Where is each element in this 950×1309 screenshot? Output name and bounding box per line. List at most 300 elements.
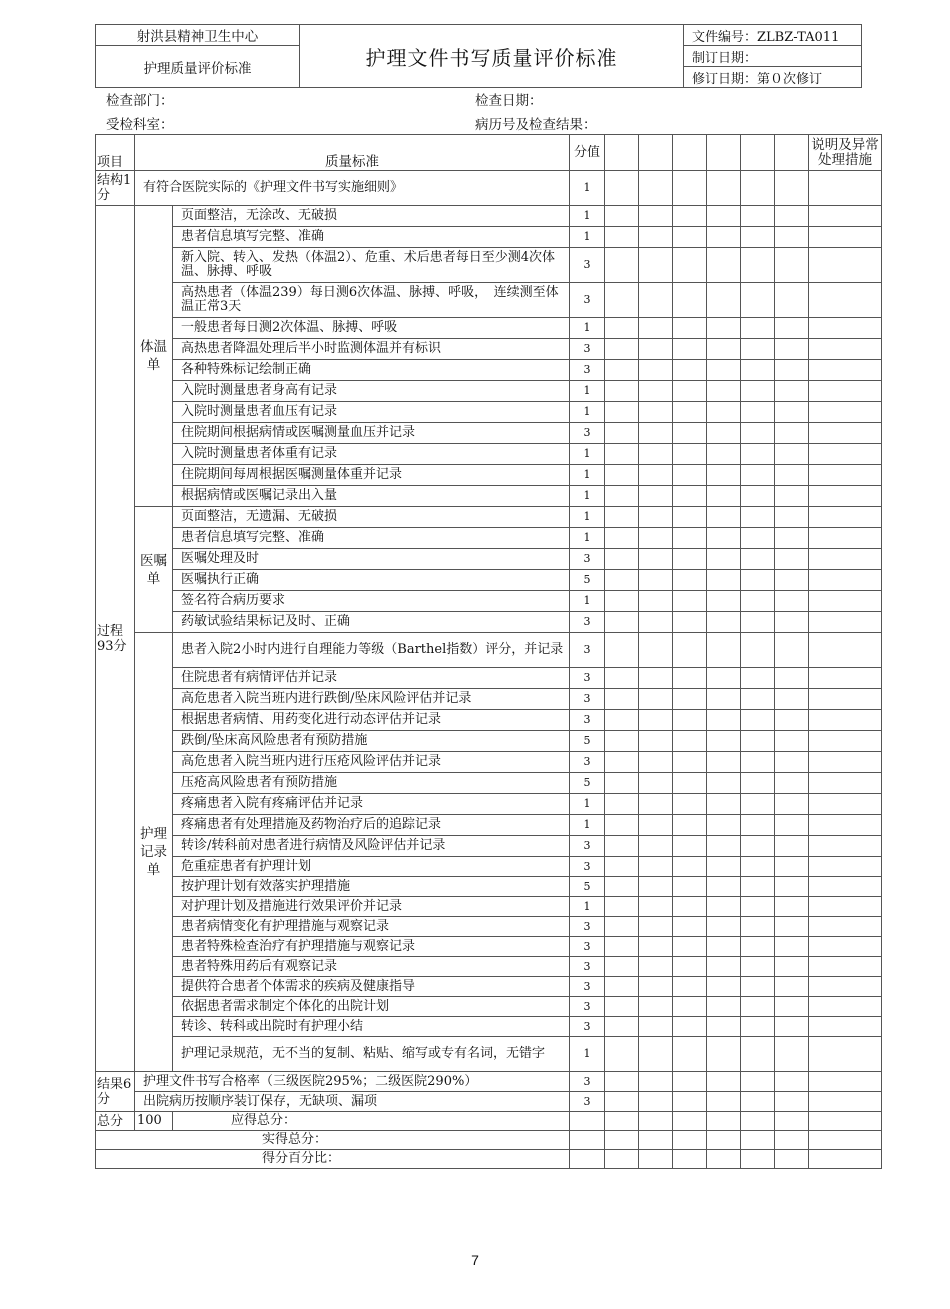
score-cell: [605, 731, 639, 752]
score-cell: [605, 423, 639, 444]
criterion-text: 转诊、转科或出院时有护理小结: [173, 1017, 570, 1037]
record-result-label: 病历号及检查结果：: [475, 117, 597, 133]
score-cell: [775, 1092, 809, 1112]
table-row: [96, 917, 882, 937]
score-cell: [707, 997, 741, 1017]
score-cell: [707, 339, 741, 360]
score-cell: [639, 248, 673, 283]
score-header-cell: [707, 135, 741, 171]
score-cell: [741, 318, 775, 339]
score-cell: [707, 1037, 741, 1072]
table-row: [96, 549, 882, 570]
score-cell: [673, 423, 707, 444]
score-cell: [741, 507, 775, 528]
score-cell: [605, 248, 639, 283]
criterion-text: 疼痛患者入院有疼痛评估并记录: [173, 794, 570, 815]
total-value: 100: [135, 1112, 173, 1131]
total-actual: 实得总分：: [96, 1131, 570, 1150]
criterion-text: 按护理计划有效落实护理措施: [173, 877, 570, 897]
score-cell: [639, 549, 673, 570]
table-row: [96, 897, 882, 917]
score-header-cell: [673, 135, 707, 171]
score-cell: [707, 731, 741, 752]
score-cell: [707, 633, 741, 668]
score-cell: [775, 937, 809, 957]
score-cell: [673, 381, 707, 402]
score-cell: [639, 318, 673, 339]
criterion-points: 1: [570, 815, 605, 836]
score-cell: [639, 612, 673, 633]
score-cell: [639, 486, 673, 507]
score-cell: [605, 1017, 639, 1037]
total-row: [96, 1131, 882, 1150]
score-cell: [741, 917, 775, 937]
section-label-structure: 结构1分: [96, 171, 135, 206]
criterion-points: 3: [570, 752, 605, 773]
remarks-cell: [809, 957, 882, 977]
table-row: [96, 815, 882, 836]
table-row: [96, 937, 882, 957]
check-department-label: 检查部门：: [106, 93, 174, 109]
score-cell: [707, 877, 741, 897]
score-cell: [673, 528, 707, 549]
score-cell: [639, 794, 673, 815]
score-cell: [741, 206, 775, 227]
score-header-cell: [741, 135, 775, 171]
score-cell: [673, 444, 707, 465]
criterion-text: 转诊/转科前对患者进行病情及风险评估并记录: [173, 836, 570, 857]
score-cell: [605, 752, 639, 773]
remarks-cell: [809, 381, 882, 402]
remarks-cell: [809, 689, 882, 710]
score-cell: [639, 1072, 673, 1092]
score-cell: [605, 917, 639, 937]
score-cell: [639, 171, 673, 206]
score-cell: [775, 633, 809, 668]
remarks-cell: [809, 528, 882, 549]
score-cell: [605, 836, 639, 857]
score-cell: [707, 465, 741, 486]
score-cell: [673, 402, 707, 423]
table-row: [96, 360, 882, 381]
score-cell: [605, 402, 639, 423]
score-cell: [639, 815, 673, 836]
score-cell: [639, 1037, 673, 1072]
remarks-cell: [809, 1112, 882, 1131]
remarks-cell: [809, 612, 882, 633]
score-cell: [707, 444, 741, 465]
score-cell: [775, 1112, 809, 1131]
score-cell: [707, 957, 741, 977]
criterion-points: 1: [570, 381, 605, 402]
criterion-text: 签名符合病历要求: [173, 591, 570, 612]
score-cell: [605, 507, 639, 528]
check-date-label: 检查日期：: [475, 93, 543, 109]
table-row: [96, 1072, 882, 1092]
remarks-cell: [809, 360, 882, 381]
score-cell: [605, 1131, 639, 1150]
score-cell: [605, 1037, 639, 1072]
score-cell: [673, 227, 707, 248]
criterion-text: 患者特殊检查治疗有护理措施与观察记录: [173, 937, 570, 957]
criterion-points: 1: [570, 206, 605, 227]
remarks-cell: [809, 444, 882, 465]
criterion-points: 3: [570, 423, 605, 444]
criterion-points: 3: [570, 836, 605, 857]
score-cell: [775, 612, 809, 633]
score-cell: [741, 591, 775, 612]
score-cell: [707, 360, 741, 381]
score-cell: [673, 710, 707, 731]
score-cell: [741, 877, 775, 897]
score-cell: [639, 836, 673, 857]
remarks-cell: [809, 570, 882, 591]
score-cell: [775, 1037, 809, 1072]
criterion-text: 高热患者降温处理后半小时监测体温并有标识: [173, 339, 570, 360]
issue-date: 制订日期：: [684, 46, 862, 67]
score-cell: [673, 171, 707, 206]
score-cell: [775, 857, 809, 877]
criterion-points: 1: [570, 507, 605, 528]
criterion-points: 1: [570, 465, 605, 486]
score-cell: [741, 283, 775, 318]
score-cell: [775, 360, 809, 381]
criterion-text: 出院病历按顺序装订保存，无缺项、漏项: [135, 1092, 570, 1112]
table-row: [96, 206, 882, 227]
criterion-points: 3: [570, 689, 605, 710]
score-cell: [673, 997, 707, 1017]
score-cell: [741, 402, 775, 423]
criterion-points: 1: [570, 227, 605, 248]
remarks-cell: [809, 1072, 882, 1092]
document-title: 护理文件书写质量评价标准: [300, 25, 684, 88]
score-cell: [741, 1131, 775, 1150]
score-cell: [639, 339, 673, 360]
criterion-text: 根据患者病情、用药变化进行动态评估并记录: [173, 710, 570, 731]
score-cell: [775, 815, 809, 836]
criterion-text: 高热患者（体温239）每日测6次体温、脉搏、呼吸， 连续测至体温正常3天: [173, 283, 570, 318]
score-cell: [639, 528, 673, 549]
criterion-text: 住院期间根据病情或医嘱测量血压并记录: [173, 423, 570, 444]
score-cell: [639, 957, 673, 977]
score-cell: [775, 206, 809, 227]
score-cell: [741, 248, 775, 283]
total-points-cell: [570, 1112, 605, 1131]
criterion-points: 3: [570, 633, 605, 668]
score-cell: [775, 570, 809, 591]
remarks-cell: [809, 1092, 882, 1112]
score-cell: [605, 1072, 639, 1092]
remarks-cell: [809, 171, 882, 206]
score-cell: [605, 318, 639, 339]
score-cell: [673, 1017, 707, 1037]
score-cell: [605, 1092, 639, 1112]
score-cell: [673, 1112, 707, 1131]
document-header: [95, 24, 862, 88]
score-cell: [775, 794, 809, 815]
remarks-cell: [809, 206, 882, 227]
table-row: [96, 752, 882, 773]
quality-standard-table: [95, 134, 882, 1169]
score-cell: [707, 507, 741, 528]
total-row: [96, 1150, 882, 1169]
remarks-cell: [809, 402, 882, 423]
score-cell: [707, 710, 741, 731]
subsection-label-temperature: 体温单: [135, 206, 173, 507]
table-row: [96, 570, 882, 591]
remarks-cell: [809, 773, 882, 794]
table-row: [96, 794, 882, 815]
criterion-text: 一般患者每日测2次体温、脉搏、呼吸: [173, 318, 570, 339]
column-header-remarks: 说明及异常处理措施: [809, 135, 882, 171]
score-cell: [775, 227, 809, 248]
criterion-text: 护理文件书写合格率（三级医院295%；二级医院290%）: [135, 1072, 570, 1092]
criterion-text: 医嘱执行正确: [173, 570, 570, 591]
score-cell: [775, 977, 809, 997]
criterion-text: 跌倒/坠床高风险患者有预防措施: [173, 731, 570, 752]
score-cell: [707, 1150, 741, 1169]
score-cell: [741, 752, 775, 773]
score-cell: [775, 507, 809, 528]
criterion-points: 3: [570, 668, 605, 689]
remarks-cell: [809, 857, 882, 877]
score-cell: [707, 668, 741, 689]
score-cell: [639, 227, 673, 248]
score-cell: [639, 591, 673, 612]
remarks-cell: [809, 1150, 882, 1169]
score-cell: [673, 689, 707, 710]
criterion-points: 5: [570, 773, 605, 794]
score-cell: [707, 1072, 741, 1092]
score-cell: [741, 710, 775, 731]
score-cell: [605, 465, 639, 486]
score-cell: [707, 836, 741, 857]
table-row: [96, 1092, 882, 1112]
total-percent: 得分百分比：: [96, 1150, 570, 1169]
score-cell: [673, 773, 707, 794]
score-cell: [707, 917, 741, 937]
table-row: [96, 227, 882, 248]
score-cell: [707, 206, 741, 227]
criterion-text: 页面整洁，无涂改、无破损: [173, 206, 570, 227]
score-cell: [639, 689, 673, 710]
score-cell: [639, 977, 673, 997]
score-cell: [775, 1131, 809, 1150]
score-cell: [775, 528, 809, 549]
score-cell: [707, 171, 741, 206]
remarks-cell: [809, 633, 882, 668]
score-cell: [639, 423, 673, 444]
criterion-points: 1: [570, 528, 605, 549]
score-cell: [639, 997, 673, 1017]
score-cell: [775, 339, 809, 360]
score-cell: [639, 1150, 673, 1169]
total-label: 总分: [96, 1112, 135, 1131]
remarks-cell: [809, 1037, 882, 1072]
score-cell: [707, 1131, 741, 1150]
score-cell: [605, 171, 639, 206]
score-cell: [707, 549, 741, 570]
score-cell: [707, 248, 741, 283]
criterion-points: 3: [570, 1017, 605, 1037]
score-cell: [707, 1112, 741, 1131]
score-header-cell: [605, 135, 639, 171]
score-cell: [775, 318, 809, 339]
score-cell: [775, 444, 809, 465]
score-cell: [741, 668, 775, 689]
score-cell: [673, 248, 707, 283]
column-header-points: 分值: [570, 135, 605, 171]
score-cell: [605, 689, 639, 710]
table-row: [96, 528, 882, 549]
criterion-text: 入院时测量患者血压有记录: [173, 402, 570, 423]
score-cell: [741, 1017, 775, 1037]
score-cell: [775, 877, 809, 897]
table-row: [96, 668, 882, 689]
criterion-text: 疼痛患者有处理措施及药物治疗后的追踪记录: [173, 815, 570, 836]
score-cell: [605, 857, 639, 877]
score-cell: [605, 444, 639, 465]
score-cell: [605, 773, 639, 794]
score-cell: [707, 423, 741, 444]
score-cell: [605, 977, 639, 997]
criterion-points: 3: [570, 360, 605, 381]
score-cell: [707, 318, 741, 339]
score-cell: [673, 1092, 707, 1112]
score-cell: [673, 815, 707, 836]
criterion-points: 1: [570, 318, 605, 339]
score-cell: [741, 773, 775, 794]
score-cell: [639, 206, 673, 227]
score-cell: [775, 957, 809, 977]
score-cell: [605, 227, 639, 248]
score-cell: [605, 283, 639, 318]
table-row: [96, 977, 882, 997]
revision-info: 修订日期：第０次修订: [684, 67, 862, 88]
score-cell: [639, 507, 673, 528]
score-cell: [605, 528, 639, 549]
score-cell: [741, 731, 775, 752]
score-cell: [741, 977, 775, 997]
score-cell: [605, 633, 639, 668]
score-cell: [673, 731, 707, 752]
score-cell: [741, 897, 775, 917]
score-cell: [707, 689, 741, 710]
remarks-cell: [809, 1131, 882, 1150]
score-cell: [741, 381, 775, 402]
score-cell: [605, 486, 639, 507]
score-cell: [775, 1150, 809, 1169]
score-cell: [673, 1072, 707, 1092]
score-cell: [775, 917, 809, 937]
score-cell: [741, 339, 775, 360]
total-row: [96, 1112, 882, 1131]
criterion-text: 依据患者需求制定个体化的出院计划: [173, 997, 570, 1017]
criterion-text: 药敏试验结果标记及时、正确: [173, 612, 570, 633]
score-header-cell: [775, 135, 809, 171]
criterion-points: 3: [570, 937, 605, 957]
table-row: [96, 591, 882, 612]
criterion-points: 3: [570, 248, 605, 283]
score-cell: [707, 283, 741, 318]
score-cell: [639, 1017, 673, 1037]
score-cell: [741, 1072, 775, 1092]
score-cell: [707, 528, 741, 549]
table-row: [96, 486, 882, 507]
remarks-cell: [809, 917, 882, 937]
score-cell: [741, 857, 775, 877]
table-row: [96, 612, 882, 633]
criterion-points: 1: [570, 171, 605, 206]
table-row: [96, 689, 882, 710]
score-cell: [639, 360, 673, 381]
score-cell: [639, 917, 673, 937]
score-cell: [741, 1092, 775, 1112]
score-cell: [775, 731, 809, 752]
score-cell: [741, 570, 775, 591]
score-cell: [741, 689, 775, 710]
score-cell: [775, 668, 809, 689]
score-cell: [605, 570, 639, 591]
remarks-cell: [809, 318, 882, 339]
remarks-cell: [809, 507, 882, 528]
criterion-points: 3: [570, 283, 605, 318]
remarks-cell: [809, 465, 882, 486]
criterion-text: 高危患者入院当班内进行压疮风险评估并记录: [173, 752, 570, 773]
table-row: [96, 423, 882, 444]
score-cell: [741, 997, 775, 1017]
criterion-text: 入院时测量患者身高有记录: [173, 381, 570, 402]
table-row: [96, 171, 882, 206]
score-cell: [775, 997, 809, 1017]
score-cell: [707, 1017, 741, 1037]
score-cell: [673, 339, 707, 360]
score-cell: [673, 957, 707, 977]
table-row: [96, 710, 882, 731]
score-cell: [673, 836, 707, 857]
score-cell: [605, 997, 639, 1017]
score-cell: [673, 752, 707, 773]
inspected-ward-label: 受检科室：: [106, 117, 174, 133]
score-cell: [605, 815, 639, 836]
score-cell: [707, 937, 741, 957]
table-row: [96, 381, 882, 402]
score-cell: [673, 612, 707, 633]
criterion-text: 有符合医院实际的《护理文件书写实施细则》: [135, 171, 570, 206]
score-cell: [775, 549, 809, 570]
table-row: [96, 444, 882, 465]
score-cell: [707, 227, 741, 248]
criterion-points: 3: [570, 612, 605, 633]
remarks-cell: [809, 836, 882, 857]
score-cell: [639, 731, 673, 752]
score-cell: [605, 591, 639, 612]
score-cell: [741, 360, 775, 381]
score-cell: [673, 283, 707, 318]
score-cell: [707, 815, 741, 836]
score-cell: [605, 339, 639, 360]
score-cell: [639, 381, 673, 402]
score-cell: [741, 171, 775, 206]
score-cell: [707, 857, 741, 877]
score-cell: [741, 444, 775, 465]
score-cell: [673, 633, 707, 668]
section-label-result: 结果6分: [96, 1072, 135, 1112]
score-cell: [673, 1131, 707, 1150]
score-cell: [775, 1017, 809, 1037]
score-cell: [775, 465, 809, 486]
criterion-text: 护理记录规范，无不当的复制、粘贴、缩写或专有名词，无错字: [173, 1037, 570, 1072]
